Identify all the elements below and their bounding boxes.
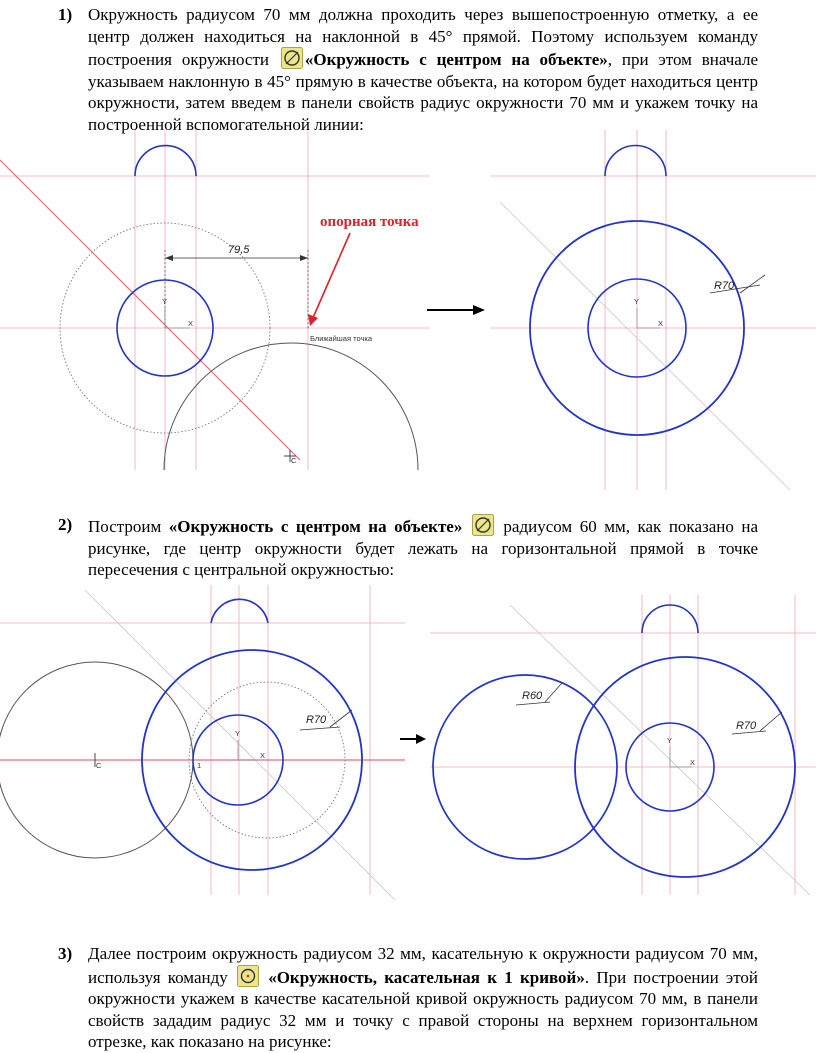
figure-1-before [0, 130, 430, 480]
figure-2-after [430, 595, 816, 895]
command-name: «Окружность с центром на объекте» [304, 50, 608, 69]
axis-x-label: X [658, 319, 664, 328]
step-text: Далее построим окружность радиусом 32 мм, касательную к окружности радиусом 70 мм, используя команду [88, 944, 758, 987]
figure-2-before [0, 585, 405, 905]
axis-x-label: X [260, 751, 266, 760]
command-name: «Окружность, касательная к 1 кривой» [268, 967, 585, 987]
arrow-right-icon [425, 303, 487, 317]
step-3 [58, 943, 758, 1053]
step-text: Построим [88, 517, 169, 536]
step-number: 2) [58, 515, 73, 534]
cursor-label: C [96, 761, 102, 770]
circle-on-object-icon [281, 47, 303, 69]
axis-y-label: Y [235, 729, 241, 738]
radius-label-r60: R60 [522, 690, 543, 702]
axis-y-label: Y [667, 736, 673, 745]
reference-point-callout: опорная точка [320, 214, 419, 230]
radius-label-r70: R70 [736, 720, 757, 732]
step-text-continued: радиусом 60 мм, как показано на рисунке, где центр окружности будет лежать на горизонтальной прямой в точке пересечения с центральной окружностью: [88, 517, 759, 579]
axis-x-label: X [188, 319, 194, 328]
axis-y-label: Y [162, 297, 168, 306]
circle-tangent-icon [237, 965, 259, 987]
point-label: 1 [197, 761, 202, 770]
step-text: Окружность радиусом 70 мм должна проходить через вышепостроенную отметку, а ее центр должен находиться на наклонной в 45° прямой. Поэтому используем команду построения окружности [88, 5, 758, 69]
step-1 [58, 4, 758, 135]
cursor-label: C [291, 456, 297, 465]
axis-y-label: Y [634, 297, 640, 306]
axis-x-label: X [690, 758, 696, 767]
radius-label: R70 [714, 280, 735, 292]
step-2 [58, 514, 758, 581]
dimension-label: 79,5 [228, 244, 250, 256]
radius-label: R70 [306, 714, 327, 726]
circle-on-object-icon [472, 514, 494, 536]
step-text-continued: . При построении этой окружности укажем в качестве касательной кривой окружность радиусом 70 мм, в панели свойств зададим радиус 32 мм и точку с правой стороны на верхнем горизонтальном отрезке, как показано на рисунке: [88, 967, 759, 1051]
figure-1-after [490, 130, 816, 490]
step-number: 1) [58, 5, 73, 24]
step-text-continued: , при этом вначале указываем наклонную в 45° прямую в качестве объекта, на котором будет находиться центр окружности, затем введем в панели свойств радиус окружности 70 мм и укажем точку на построенной вспомогательной линии: [88, 50, 758, 134]
arrow-right-icon [398, 732, 428, 746]
command-name: «Окружность с центром на объекте» [168, 517, 463, 536]
step-number: 3) [58, 944, 73, 963]
nearest-point-label: Ближайшая точка [310, 334, 372, 343]
